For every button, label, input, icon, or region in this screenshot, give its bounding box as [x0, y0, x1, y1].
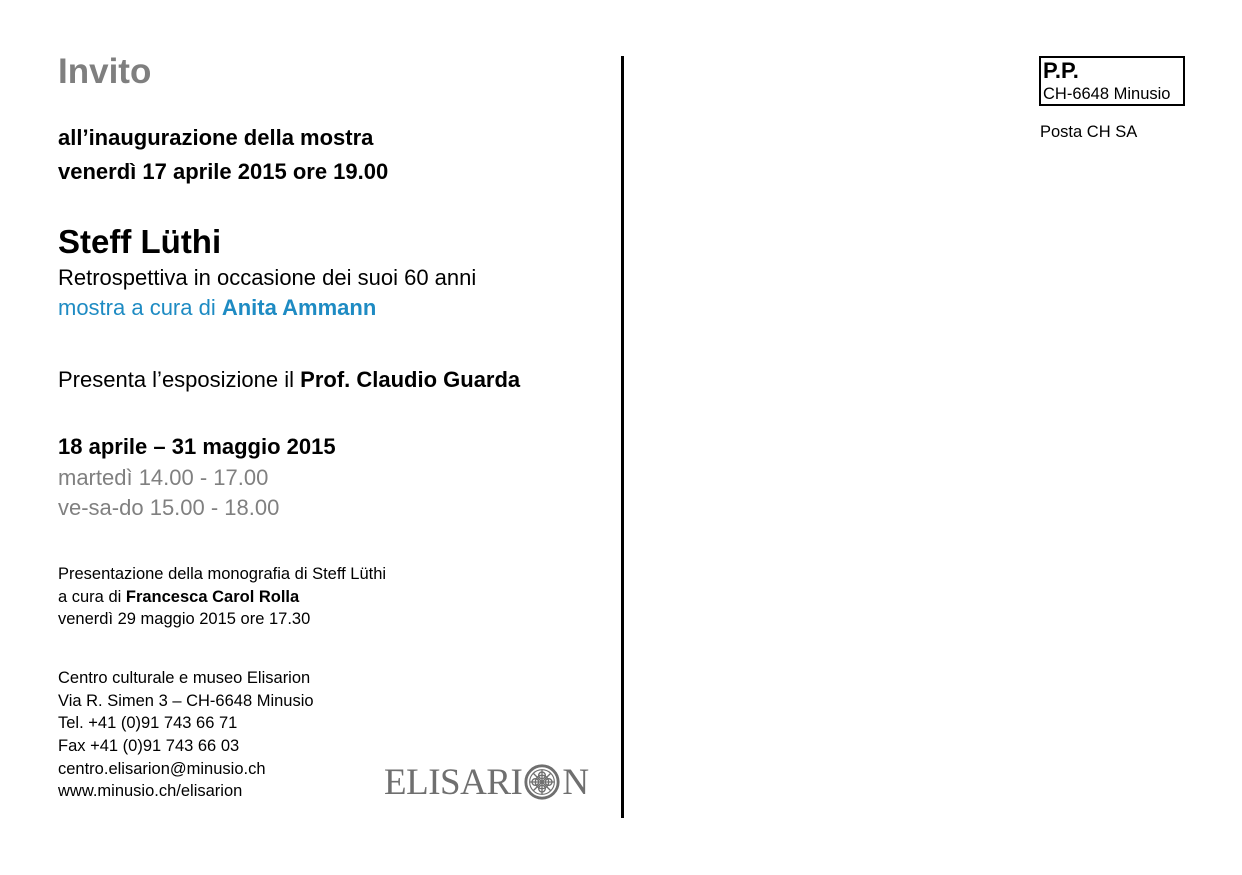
opening-hours-tuesday: martedì 14.00 - 17.00 — [58, 465, 269, 490]
rosette-icon — [523, 763, 561, 801]
presenter-line — [58, 366, 520, 394]
exhibition-dates: 18 aprile – 31 maggio 2015 — [58, 434, 336, 459]
contact-email: centro.elisarion@minusio.ch — [58, 760, 266, 778]
curator-prefix: mostra a cura di — [58, 295, 222, 320]
postage-paid-box — [1039, 56, 1185, 106]
postal-carrier: Posta CH SA — [1040, 123, 1138, 141]
postage-paid-title: P.P. — [1043, 58, 1079, 83]
contact-website: www.minusio.ch/elisarion — [58, 782, 243, 800]
contact-address: Via R. Simen 3 – CH-6648 Minusio — [58, 692, 314, 710]
card-divider — [621, 56, 624, 818]
logo-text-start: ELISARI — [384, 761, 523, 803]
monograph-editor-name: Francesca Carol Rolla — [125, 588, 300, 606]
inauguration-line: all’inaugurazione della mostra — [58, 125, 374, 150]
curator-line — [58, 294, 376, 322]
logo-text-end: N — [562, 761, 589, 803]
presenter-prefix: Presenta l’esposizione il — [58, 367, 301, 392]
monograph-date: venerdì 29 maggio 2015 ore 17.30 — [58, 610, 311, 628]
monograph-editor — [58, 586, 299, 609]
contact-fax: Fax +41 (0)91 743 66 03 — [58, 737, 240, 755]
contact-venue: Centro culturale e museo Elisarion — [58, 669, 311, 687]
monograph-editor-prefix: a cura di — [58, 588, 126, 606]
artist-name: Steff Lüthi — [58, 223, 222, 260]
curator-name: Anita Ammann — [221, 295, 377, 320]
presenter-name: Prof. Claudio Guarda — [300, 367, 521, 392]
postage-paid-location: CH-6648 Minusio — [1043, 85, 1171, 103]
exhibition-subtitle: Retrospettiva in occasione dei suoi 60 anni — [58, 265, 477, 290]
monograph-title: Presentazione della monografia di Steff Lüthi — [58, 565, 387, 583]
opening-hours-weekend: ve-sa-do 15.00 - 18.00 — [58, 495, 280, 520]
elisarion-logo — [384, 762, 589, 802]
inauguration-date: venerdì 17 aprile 2015 ore 19.00 — [58, 159, 389, 184]
contact-phone: Tel. +41 (0)91 743 66 71 — [58, 714, 238, 732]
invitation-heading: Invito — [58, 52, 152, 91]
